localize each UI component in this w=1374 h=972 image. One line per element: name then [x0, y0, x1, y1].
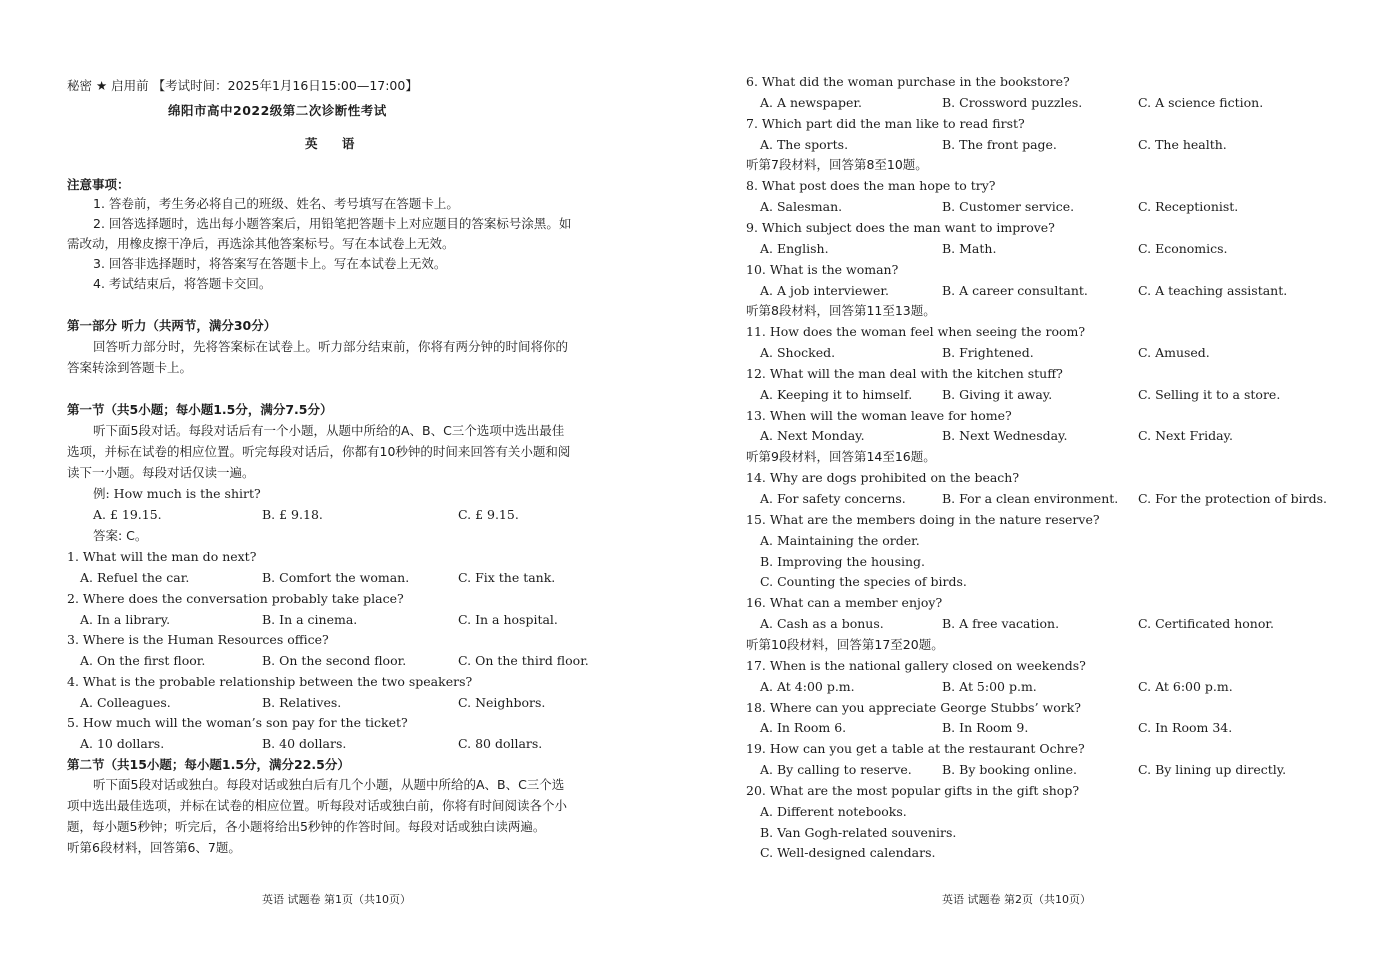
- option-a: A. The sports.: [760, 136, 849, 152]
- option-c: C. In a hospital.: [458, 611, 558, 627]
- material-heading: 听第10段材料，回答第17至20题。: [746, 636, 944, 652]
- option-c: C. The health.: [1138, 136, 1227, 152]
- question-text: 20. What are the most popular gifts in the gift shop?: [746, 782, 1080, 798]
- notice-heading: 注意事项：: [67, 177, 130, 192]
- option-c: C. For the protection of birds.: [1138, 491, 1327, 506]
- option-b: B. 40 dollars.: [262, 736, 347, 752]
- option-b: B. A free vacation.: [942, 616, 1060, 632]
- option-a: A. By calling to reserve.: [760, 762, 912, 778]
- option-a: A. In Room 6.: [760, 720, 847, 736]
- option-c: C. Economics.: [1138, 240, 1228, 256]
- option-a: A. Shocked.: [760, 345, 836, 361]
- option-c: C. Amused.: [1138, 345, 1210, 361]
- example-question: 例: How much is the shirt?: [93, 486, 261, 501]
- notice-item: 1. 答卷前，考生务必将自己的班级、姓名、考号填写在答题卡上。: [93, 196, 459, 211]
- option-a: A. A newspaper.: [760, 94, 862, 110]
- option-b: B. Next Wednesday.: [942, 428, 1068, 444]
- material-heading: 听第7段材料，回答第8至10题。: [746, 157, 928, 173]
- option-a: A. Colleagues.: [80, 694, 171, 710]
- option-c: C. Certificated honor.: [1138, 616, 1274, 632]
- section1-heading: 第一节（共5小题；每小题1.5分，满分7.5分）: [67, 402, 333, 417]
- option-b: B. Comfort the woman.: [262, 570, 410, 585]
- page-footer: 英语 试题卷 第2页（共10页）: [942, 893, 1091, 906]
- confidential-line: 秘密 ★ 启用前 【考试时间：2025年1月16日15:00—17:00】: [67, 78, 418, 93]
- question-text: 15. What are the members doing in the nature reserve?: [746, 511, 1100, 527]
- option-a: A. Salesman.: [760, 199, 843, 215]
- option-a: A. Different notebooks.: [760, 803, 907, 819]
- option-c: C. A teaching assistant.: [1138, 282, 1288, 298]
- subject-title: 英 语: [305, 136, 365, 151]
- option-b: B. Giving it away.: [942, 386, 1053, 402]
- option-c: C. By lining up directly.: [1138, 762, 1287, 778]
- option-c: C. Counting the species of birds.: [760, 574, 967, 590]
- option-a: A. A job interviewer.: [760, 282, 889, 298]
- option-c: C. Neighbors.: [458, 694, 546, 710]
- option-b: B. On the second floor.: [262, 653, 407, 669]
- option-b: B. Customer service.: [942, 199, 1075, 215]
- notice-item: 2. 回答选择题时，选出每小题答案后，用铅笔把答题卡上对应题目的答案标号涂黑。如: [93, 216, 572, 231]
- option-a: A. For safety concerns.: [760, 491, 906, 506]
- option-c: C. Receptionist.: [1138, 199, 1239, 215]
- option-c: C. In Room 34.: [1138, 720, 1233, 736]
- part1-instructions: 回答听力部分时，先将答案标在试卷上。听力部分结束前，你将有两分钟的时间将你的: [93, 339, 569, 354]
- exam-title: 绵阳市高中2022级第二次诊断性考试: [168, 103, 387, 118]
- option-b: B. The front page.: [942, 136, 1057, 152]
- question-text: 14. Why are dogs prohibited on the beach?: [746, 470, 1020, 486]
- option-b: B. Crossword puzzles.: [942, 94, 1083, 110]
- option-b: B. At 5:00 p.m.: [942, 678, 1037, 694]
- question-text: 8. What post does the man hope to try?: [746, 178, 996, 194]
- option-a: A. Next Monday.: [760, 428, 865, 444]
- question-text: 4. What is the probable relationship between the two speakers?: [67, 673, 473, 689]
- option-a: A. Keeping it to himself.: [760, 386, 913, 402]
- option-a: A. 10 dollars.: [80, 736, 165, 752]
- notice-item: 3. 回答非选择题时，将答案写在答题卡上。写在本试卷上无效。: [93, 256, 447, 271]
- section1-instructions: 选项，并标在试卷的相应位置。听完每段对话后，你都有10秒钟的时间来回答有关小题和阅: [67, 444, 571, 459]
- option-c: C. On the third floor.: [458, 653, 589, 669]
- material-heading: 听第9段材料，回答第14至16题。: [746, 449, 936, 465]
- notice-item: 4. 考试结束后，将答题卡交回。: [93, 276, 272, 291]
- option-b: B. For a clean environment.: [942, 491, 1119, 506]
- section2-instructions: 题，每小题5秒钟；听完后，各小题将给出5秒钟的作答时间。每段对话或独白读两遍。: [67, 819, 546, 834]
- option-b: B. In a cinema.: [262, 611, 358, 627]
- option-a: A. On the first floor.: [80, 653, 206, 669]
- question-text: 6. What did the woman purchase in the bookstore?: [746, 74, 1070, 89]
- material-heading: 听第8段材料，回答第11至13题。: [746, 303, 936, 319]
- option-b: B. Frightened.: [942, 345, 1034, 361]
- option-c: C. A science fiction.: [1138, 94, 1264, 110]
- section1-instructions: 读下一小题。每段对话仅读一遍。: [67, 465, 255, 480]
- question-text: 11. How does the woman feel when seeing the room?: [746, 324, 1086, 340]
- option-c: C. At 6:00 p.m.: [1138, 678, 1233, 694]
- question-text: 7. Which part did the man like to read first?: [746, 115, 1025, 131]
- option-b: B. Math.: [942, 240, 997, 256]
- question-text: 10. What is the woman?: [746, 261, 899, 277]
- question-text: 2. Where does the conversation probably take place?: [67, 590, 404, 606]
- option-b: B. Relatives.: [262, 694, 342, 710]
- section1-instructions: 听下面5段对话。每段对话后有一个小题，从题中所给的A、B、C三个选项中选出最佳: [93, 423, 565, 438]
- right-page: [687, 0, 1374, 972]
- option-b: B. A career consultant.: [942, 282, 1088, 298]
- option-c: C. 80 dollars.: [458, 736, 543, 752]
- question-text: 19. How can you get a table at the restaurant Ochre?: [746, 741, 1085, 757]
- option-c: C. Selling it to a store.: [1138, 386, 1281, 402]
- example-answer: 答案: C。: [93, 528, 148, 543]
- section2-instructions: 项中选出最佳选项，并标在试卷的相应位置。听每段对话或独白前，你将有时间阅读各个小: [67, 798, 568, 813]
- option-c: C. Well-designed calendars.: [760, 845, 936, 861]
- option-b: B. Improving the housing.: [760, 553, 926, 569]
- section2-instructions: 听下面5段对话或独白。每段对话或独白后有几个小题，从题中所给的A、B、C三个选: [93, 777, 565, 792]
- question-text: 5. How much will the woman’s son pay for the ticket?: [67, 715, 408, 731]
- option-a: A. Maintaining the order.: [760, 532, 920, 548]
- part1-heading: 第一部分 听力（共两节，满分30分）: [67, 318, 277, 333]
- notice-item: 需改动，用橡皮擦干净后，再选涂其他答案标号。写在本试卷上无效。: [67, 236, 455, 251]
- option-a: A. Refuel the car.: [80, 570, 190, 585]
- option-a: A. Cash as a bonus.: [760, 616, 884, 632]
- example-option-a: A. £ 19.15.: [93, 507, 162, 522]
- option-b: B. Van Gogh-related souvenirs.: [760, 824, 957, 840]
- question-text: 18. Where can you appreciate George Stubbs’ work?: [746, 699, 1081, 715]
- question-text: 3. Where is the Human Resources office?: [67, 632, 329, 648]
- option-b: B. In Room 9.: [942, 720, 1029, 736]
- section2-instructions: 听第6段材料，回答第6、7题。: [67, 840, 241, 855]
- option-c: C. Next Friday.: [1138, 428, 1233, 444]
- question-text: 1. What will the man do next?: [67, 549, 257, 564]
- option-a: A. In a library.: [80, 611, 171, 627]
- option-b: B. By booking online.: [942, 762, 1077, 778]
- example-option-b: B. £ 9.18.: [262, 507, 323, 522]
- question-text: 13. When will the woman leave for home?: [746, 407, 1012, 423]
- part1-instructions: 答案转涂到答题卡上。: [67, 360, 193, 375]
- example-option-c: C. £ 9.15.: [458, 507, 519, 522]
- question-text: 17. When is the national gallery closed on weekends?: [746, 657, 1086, 673]
- option-a: A. English.: [760, 240, 829, 256]
- question-text: 12. What will the man deal with the kitchen stuff?: [746, 365, 1063, 381]
- section2-heading: 第二节（共15小题；每小题1.5分，满分22.5分）: [67, 757, 350, 772]
- question-text: 9. Which subject does the man want to improve?: [746, 219, 1055, 235]
- page-footer: 英语 试题卷 第1页（共10页）: [262, 893, 411, 906]
- option-a: A. At 4:00 p.m.: [760, 678, 855, 694]
- question-text: 16. What can a member enjoy?: [746, 595, 943, 611]
- option-c: C. Fix the tank.: [458, 570, 556, 585]
